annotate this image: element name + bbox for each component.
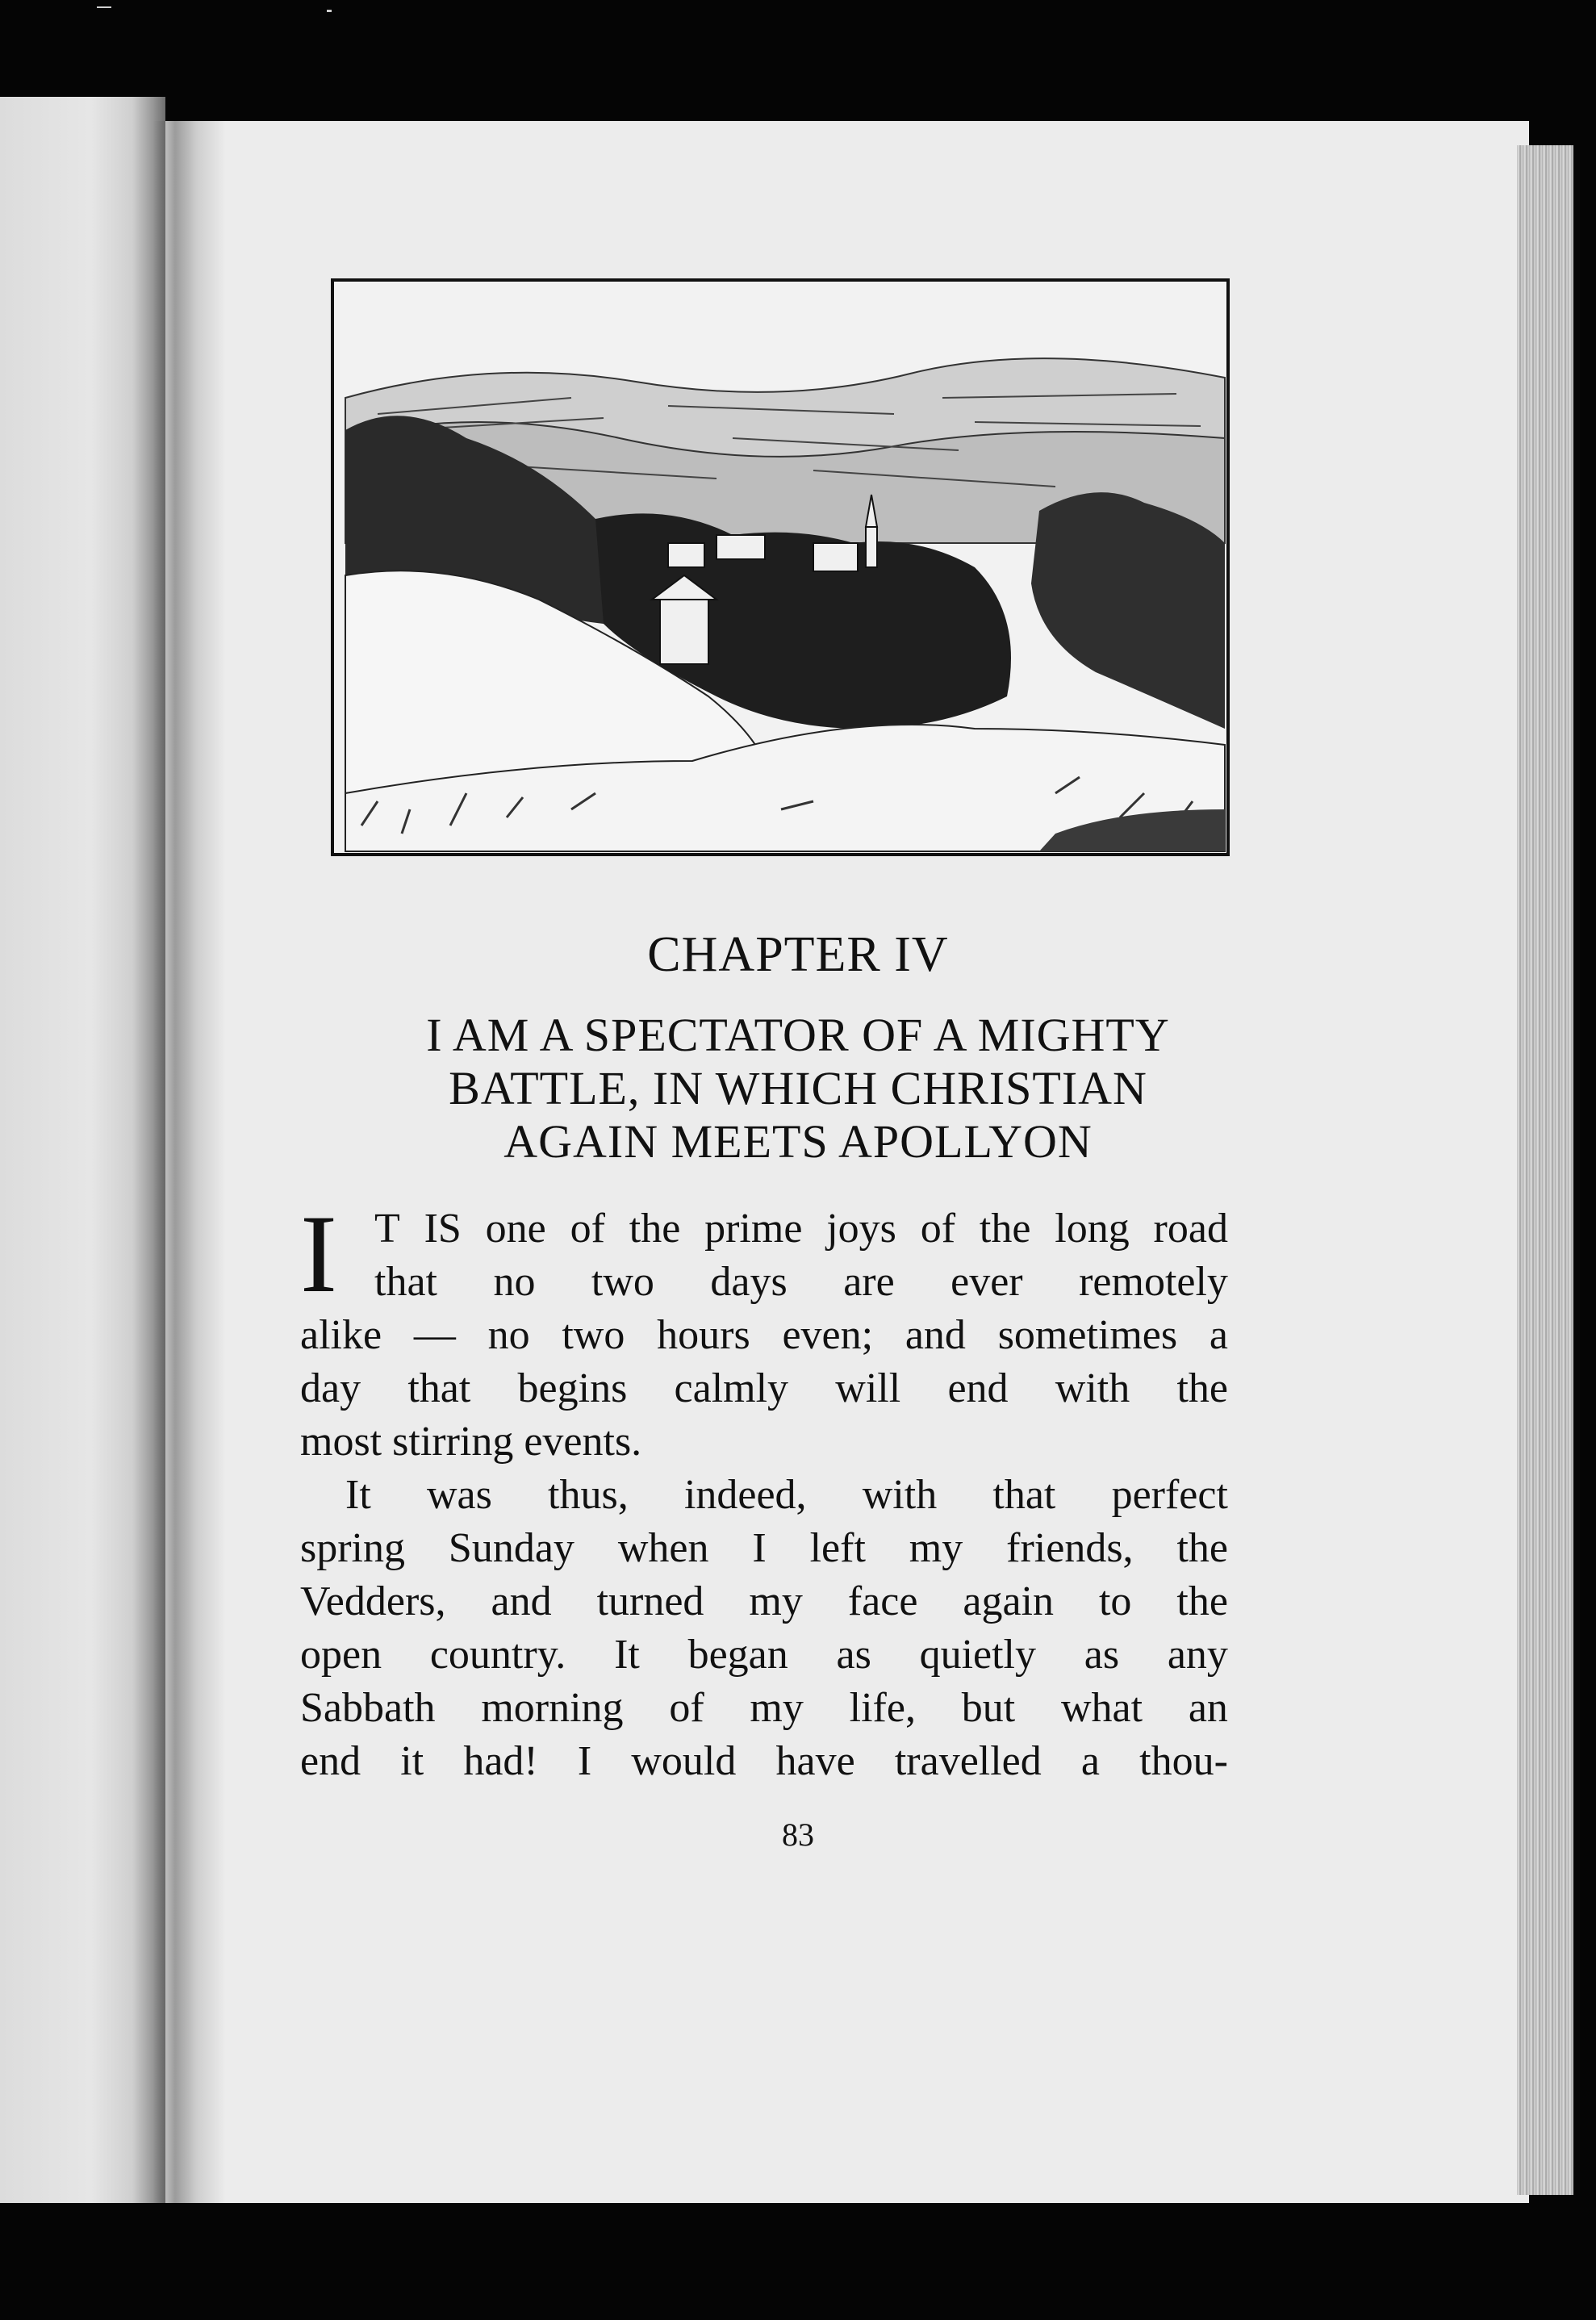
word: left: [809, 1525, 866, 1571]
text-line-content: [300, 1362, 1228, 1415]
word: It: [345, 1472, 371, 1518]
text-line: [300, 1202, 1228, 1256]
chapter-number: CHAPTER IV: [647, 927, 949, 982]
word: Sunday: [448, 1525, 574, 1571]
word: and: [491, 1578, 552, 1624]
word: as: [836, 1632, 871, 1678]
word: the: [1176, 1525, 1228, 1571]
word: of: [920, 1206, 956, 1252]
word: road: [1153, 1206, 1228, 1252]
word: two: [562, 1312, 625, 1358]
word: of: [669, 1685, 704, 1731]
word: prime: [704, 1206, 803, 1252]
word: no: [493, 1259, 536, 1305]
text-line: [300, 1415, 1228, 1469]
word: perfect: [1111, 1472, 1228, 1518]
text-line-content: [300, 1628, 1228, 1682]
word: calmly: [674, 1365, 789, 1411]
word: turned: [596, 1578, 704, 1624]
word: the: [1176, 1365, 1228, 1411]
text-line-content: [300, 1735, 1228, 1788]
word: end: [300, 1738, 361, 1784]
word: remotely: [1079, 1259, 1228, 1305]
word: one: [485, 1206, 546, 1252]
landscape-engraving-icon: [329, 277, 1233, 858]
chapter-title: [0, 1009, 1596, 1168]
word: to: [1098, 1578, 1132, 1624]
text-line: [300, 1309, 1228, 1362]
word: the: [629, 1206, 681, 1252]
word: T: [374, 1206, 400, 1252]
paragraph-1: [300, 1192, 1228, 1469]
word: an: [1188, 1685, 1228, 1731]
word: as: [1084, 1632, 1120, 1678]
text-line: [300, 1682, 1228, 1735]
text-line-content: most stirring events.: [300, 1419, 642, 1465]
word: ever: [950, 1259, 1023, 1305]
word: friends,: [1006, 1525, 1134, 1571]
word: long: [1055, 1206, 1130, 1252]
word: any: [1167, 1632, 1228, 1678]
page-edges: [1517, 145, 1573, 2195]
word: it: [400, 1738, 424, 1784]
word: quietly: [919, 1632, 1036, 1678]
word: the: [1176, 1578, 1228, 1624]
word: two: [591, 1259, 654, 1305]
word: a: [1080, 1738, 1100, 1784]
word: what: [1060, 1685, 1143, 1731]
word: was: [426, 1472, 492, 1518]
page-number: 83: [782, 1816, 814, 1853]
paragraph-2: [300, 1469, 1228, 1788]
word: I: [752, 1525, 767, 1571]
scan-speck: [97, 6, 111, 8]
word: would: [631, 1738, 737, 1784]
word: It: [614, 1632, 640, 1678]
word: even;: [782, 1312, 874, 1358]
word: Vedders,: [300, 1578, 446, 1624]
word: a: [1209, 1312, 1228, 1358]
word: have: [775, 1738, 855, 1784]
word: my: [749, 1578, 803, 1624]
word: travelled: [894, 1738, 1042, 1784]
text-line-content: [300, 1522, 1228, 1575]
text-line: [300, 1735, 1228, 1788]
text-line-content: [374, 1202, 1228, 1256]
word: will: [835, 1365, 901, 1411]
word: again: [963, 1578, 1054, 1624]
text-line: [300, 1575, 1228, 1628]
word: morning: [481, 1685, 624, 1731]
word: —: [413, 1312, 456, 1358]
word: IS: [424, 1206, 462, 1252]
word: that: [992, 1472, 1056, 1518]
word: alike: [300, 1312, 382, 1358]
text-line-content: [300, 1309, 1228, 1362]
word: began: [687, 1632, 788, 1678]
word: when: [617, 1525, 709, 1571]
word: Sabbath: [300, 1685, 436, 1731]
word: sometimes: [997, 1312, 1178, 1358]
text-line: [300, 1469, 1228, 1522]
word: end: [947, 1365, 1009, 1411]
word: hours: [657, 1312, 750, 1358]
word: day: [300, 1365, 361, 1411]
word: my: [909, 1525, 963, 1571]
word: with: [1055, 1365, 1130, 1411]
text-line-content: [300, 1682, 1228, 1735]
word: joys: [826, 1206, 896, 1252]
word: begins: [517, 1365, 628, 1411]
word: no: [487, 1312, 530, 1358]
word: the: [979, 1206, 1031, 1252]
word: life,: [849, 1685, 916, 1731]
text-line: [300, 1628, 1228, 1682]
chapter-title-line: BATTLE, IN WHICH CHRISTIAN: [449, 1062, 1147, 1114]
text-line-content: [345, 1469, 1228, 1522]
word: of: [570, 1206, 605, 1252]
text-line: [300, 1256, 1228, 1309]
word: indeed,: [683, 1472, 807, 1518]
word: with: [862, 1472, 938, 1518]
body-text: [300, 1192, 1228, 1788]
text-line: [300, 1522, 1228, 1575]
text-line: [300, 1362, 1228, 1415]
word: are: [843, 1259, 895, 1305]
chapter-title-line: I AM A SPECTATOR OF A MIGHTY: [426, 1009, 1170, 1061]
word: but: [961, 1685, 1016, 1731]
text-line-content: [374, 1256, 1228, 1309]
chapter-title-line: AGAIN MEETS APOLLYON: [503, 1115, 1093, 1168]
word: I: [577, 1738, 592, 1784]
word: open: [300, 1632, 382, 1678]
word: country.: [429, 1632, 566, 1678]
scan-speck: [327, 10, 332, 12]
word: thus,: [548, 1472, 629, 1518]
word: and: [905, 1312, 966, 1358]
word: days: [710, 1259, 788, 1305]
word: that: [374, 1259, 437, 1305]
drop-cap: I: [300, 1192, 337, 1315]
word: had!: [463, 1738, 538, 1784]
landscape-illustration: [329, 277, 1233, 858]
word: spring: [300, 1525, 405, 1571]
word: face: [847, 1578, 918, 1624]
text-line-content: [300, 1575, 1228, 1628]
word: my: [750, 1685, 804, 1731]
word: thou-: [1139, 1738, 1228, 1784]
word: that: [407, 1365, 471, 1411]
